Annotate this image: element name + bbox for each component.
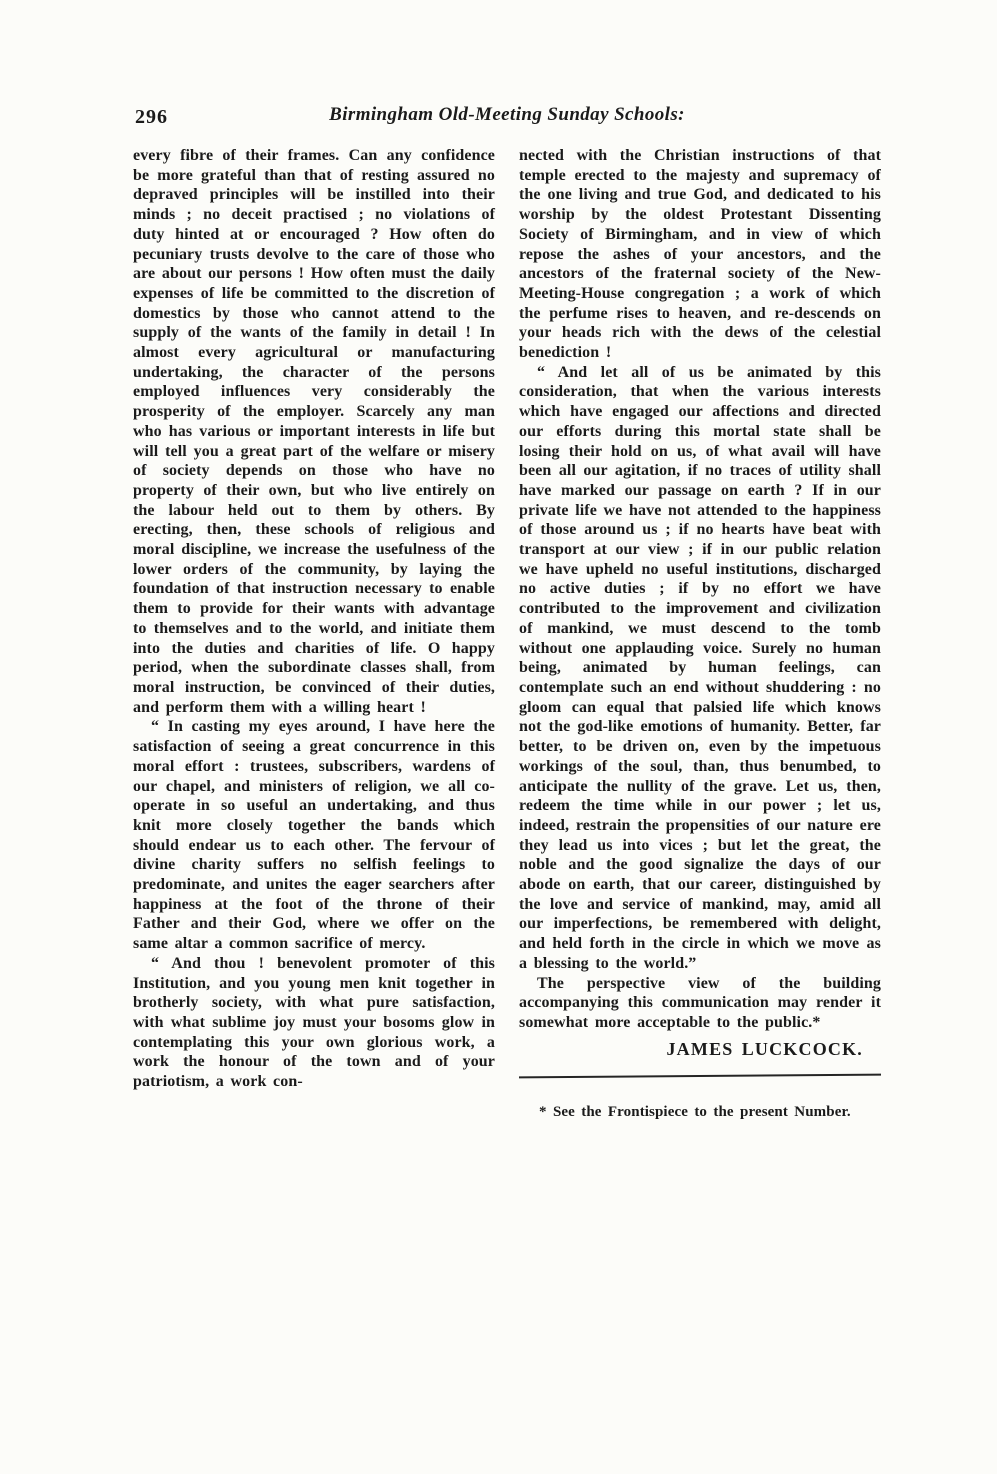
page-header (133, 104, 881, 136)
page-number: 296 (135, 106, 168, 128)
text-columns (133, 146, 881, 1123)
footnote-text: * See the Frontispiece to the present Number. (539, 1104, 851, 1121)
column-right (519, 146, 881, 1123)
paragraph: The perspective view of the building accompanying this communication may render it somewhat more acceptable to the public.* (519, 974, 881, 1031)
footnote-divider (519, 1074, 881, 1079)
column-left (133, 146, 495, 1123)
paragraph: nected with the Christian instructions of that temple erected to the majesty and supremacy of the one living and true God, and dedicated to his worship by the oldest Protestant Dissenting Society of Birmingham, and in view of which repose the ashes of your ancestors, and the ancestors of the fraternal society of the New-Meeting-House congregation ; a work of which the perfume rises to heaven, and re-descends on your heads rich with the dews of the celestial benediction ! (519, 147, 881, 362)
running-title: Birmingham Old-Meeting Sunday Schools: (329, 104, 685, 125)
paragraph: “ In casting my eyes around, I have here the satisfaction of seeing a great concurrence in this moral effort : trustees, subscribers, wardens of our chapel, and ministers of religion, we all co-operate in so useful an undertaking, and thus knit more closely together the bands which should endear us to each other. The fervour of divine charity suffers no selfish feelings to predominate, and unites the eager searchers after happiness at the foot of the throne of their Father and their God, where we offer on the same altar a common sacrifice of mercy. (133, 718, 495, 953)
paragraph: every fibre of their frames. Can any confidence be more grateful than that of resting assured no depraved principles will be instilled into their minds ; no deceit practised ; no violations of duty hinted at or encouraged ? How often do pecuniary trusts devolve to the care of those who are about our persons ! How often must the daily expenses of life be committed to the discretion of domestics by those who cannot attend to the supply of the wants of the family in detail ! In almost every agricultural or manufacturing undertaking, the character of the persons employed influences very considerably the prosperity of the employer. Scarcely any man who has various or important interests in life but will tell you a great part of the welfare or misery of society depends on those who have no property of their own, but who live entirely on the labour held out to them by others. By erecting, then, these schools of religious and moral discipline, we increase the usefulness of the lower orders of the community, by laying the foundation of that instruction necessary to enable them to provide for their wants with advantage to themselves and to the world, and initiate them into the duties and charities of life. O happy period, when the subordinate classes shall, from moral instruction, be convinced of their duties, and perform them with a willing heart ! (133, 147, 495, 716)
paragraph: “ And thou ! benevolent promoter of this Institution, and you young men knit together in brotherly society, with what pure satisfaction, with what sublime joy must your bosoms glow in contemplating this your own glorious work, a work the honour of the town and of your patriotism, a work con- (133, 954, 495, 1091)
footnote (519, 1103, 881, 1123)
author-signature: JAMES LUCKCOCK. (666, 1038, 863, 1059)
paragraph: “ And let all of us be animated by this consideration, that when the various interests which have engaged our affections and directed our efforts during this mortal state shall be losing their hold on us, of what avail will have been all our agitation, if no traces of utility shall have marked our passage on earth ? If in our private life we have not attended to the happiness of those around us ; if no hearts have beat with transport at our view ; if in our public relation we have upheld no useful institutions, discharged no active duties ; if by no effort we have contributed to the improvement and civilization of mankind, we must descend to the tomb without one applauding voice. Surely no human being, animated by human feelings, can contemplate such an end without shuddering : no gloom can equal that palsied life which knows not the god-like emotions of humanity. Better, far better, to be driven on, even by the impetuous workings of the soul, than, thus benumbed, to anticipate the nullity of the grave. Let us, then, redeem the time while in our power ; let us, indeed, restrain the propensities of our nature ere they lead us into vices ; but let the great, the noble and the good signalize the days of our abode on earth, that our career, distinguished by the love and service of mankind, may, amid all our imperfections, be remembered with delight, and held forth in the circle in which we move as a blessing to the world.” (519, 363, 881, 972)
